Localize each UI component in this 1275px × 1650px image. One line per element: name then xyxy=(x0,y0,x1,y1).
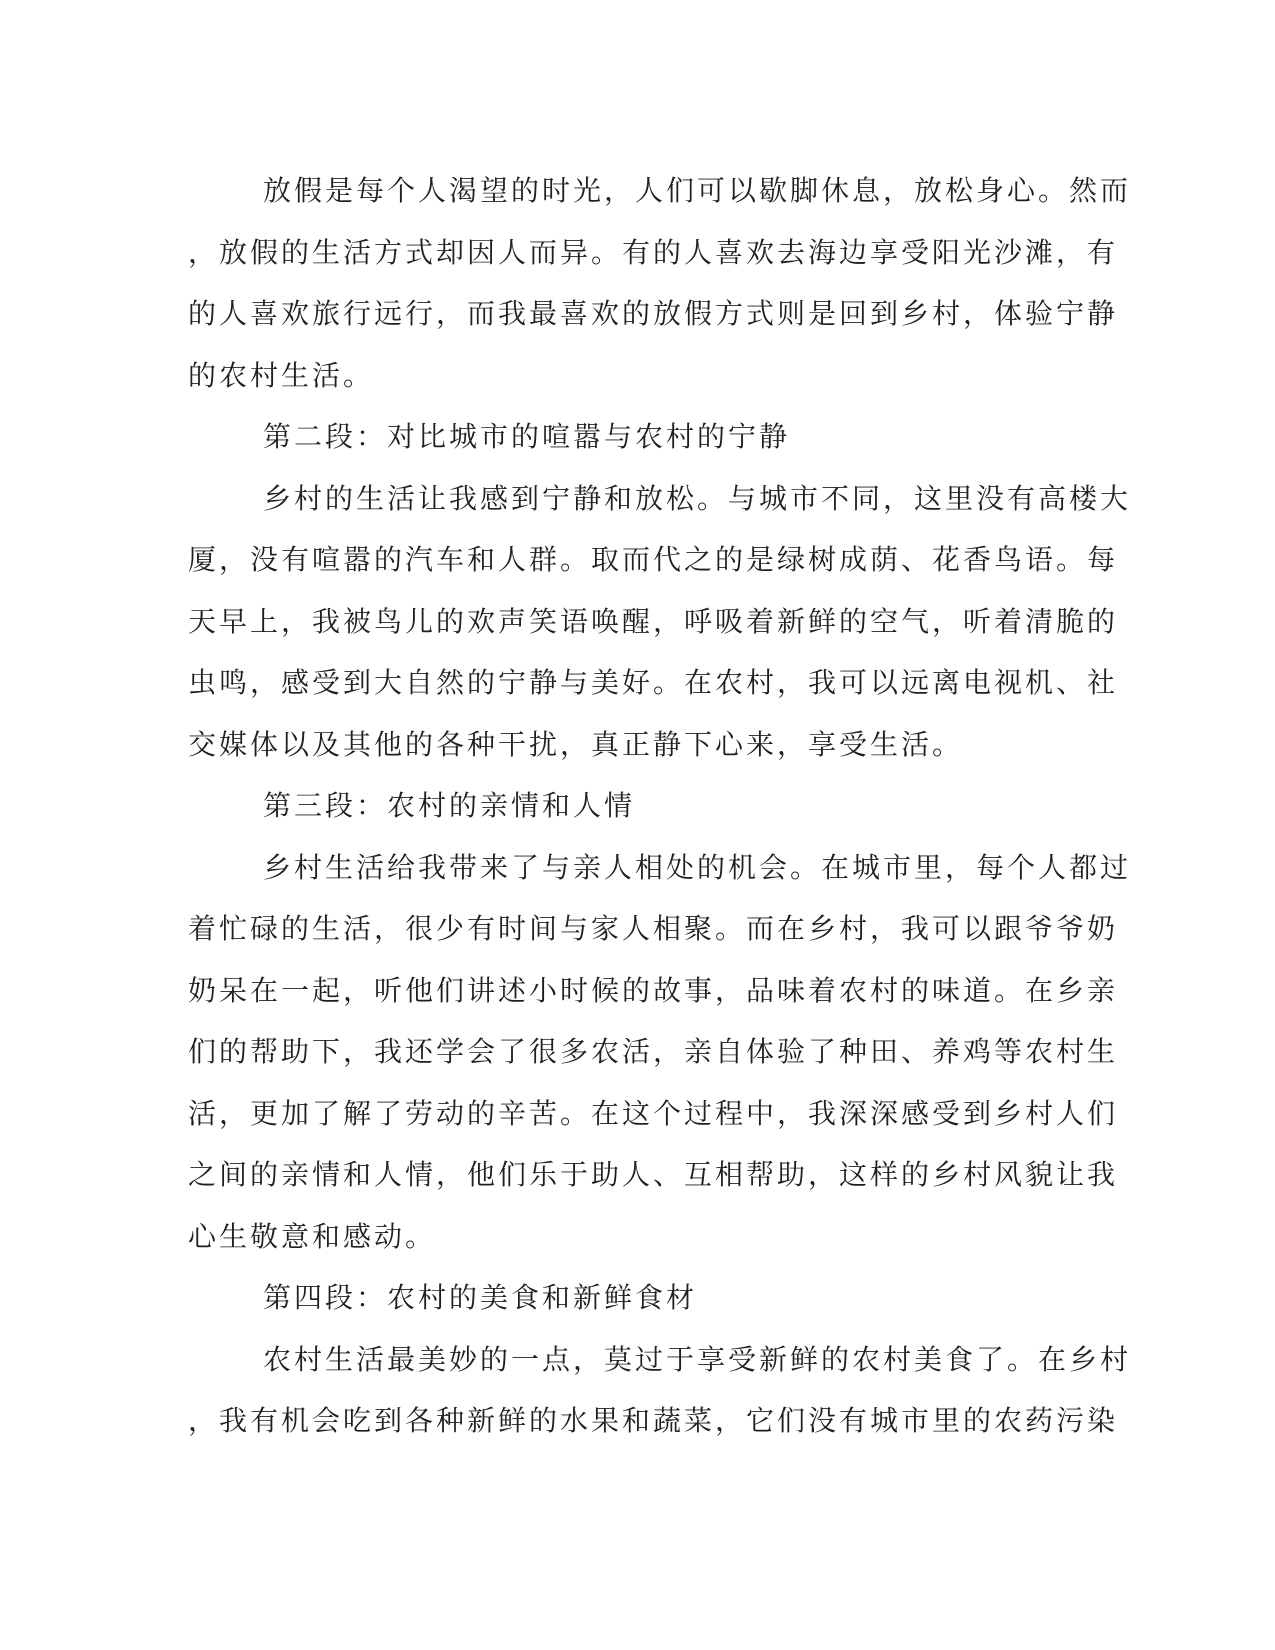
text-line: 乡村生活给我带来了与亲人相处的机会。在城市里，每个人都过 xyxy=(263,850,1132,884)
text-line: 的农村生活。 xyxy=(188,358,375,392)
text-line: 厦，没有喧嚣的汽车和人群。取而代之的是绿树成荫、花香鸟语。每 xyxy=(188,543,1119,576)
section-heading: 第二段：对比城市的喧嚣与农村的宁静 xyxy=(263,420,791,453)
text-line: 农村生活最美妙的一点，莫过于享受新鲜的农村美食了。在乡村 xyxy=(263,1342,1132,1376)
text-line: ，我有机会吃到各种新鲜的水果和蔬菜，它们没有城市里的农药污染 xyxy=(188,1404,1119,1437)
text-line: 虫鸣，感受到大自然的宁静与美好。在农村，我可以远离电视机、社 xyxy=(188,666,1119,699)
section-heading: 第三段：农村的亲情和人情 xyxy=(263,789,636,822)
document-body xyxy=(188,160,1132,1452)
text-line: 心生敬意和感动。 xyxy=(188,1219,437,1253)
text-line: 着忙碌的生活，很少有时间与家人相聚。而在乡村，我可以跟爷爷奶 xyxy=(188,912,1119,945)
text-line: 放假是每个人渴望的时光，人们可以歇脚休息，放松身心。然而 xyxy=(263,174,1132,207)
text-line: 天早上，我被鸟儿的欢声笑语唤醒，呼吸着新鲜的空气，听着清脆的 xyxy=(188,604,1119,638)
text-line: 乡村的生活让我感到宁静和放松。与城市不同，这里没有高楼大 xyxy=(263,481,1132,515)
text-line: 之间的亲情和人情，他们乐于助人、互相帮助，这样的乡村风貌让我 xyxy=(188,1158,1119,1191)
section-heading: 第四段：农村的美食和新鲜食材 xyxy=(263,1281,698,1314)
text-line: ，放假的生活方式却因人而异。有的人喜欢去海边享受阳光沙滩，有 xyxy=(188,235,1119,269)
text-line: 活，更加了解了劳动的辛苦。在这个过程中，我深深感受到乡村人们 xyxy=(188,1096,1119,1130)
text-line: 奶呆在一起，听他们讲述小时候的故事，品味着农村的味道。在乡亲 xyxy=(188,973,1119,1007)
text-line: 交媒体以及其他的各种干扰，真正静下心来，享受生活。 xyxy=(188,727,964,761)
text-line: 的人喜欢旅行远行，而我最喜欢的放假方式则是回到乡村，体验宁静 xyxy=(188,297,1119,330)
text-line: 们的帮助下，我还学会了很多农活，亲自体验了种田、养鸡等农村生 xyxy=(188,1035,1119,1068)
